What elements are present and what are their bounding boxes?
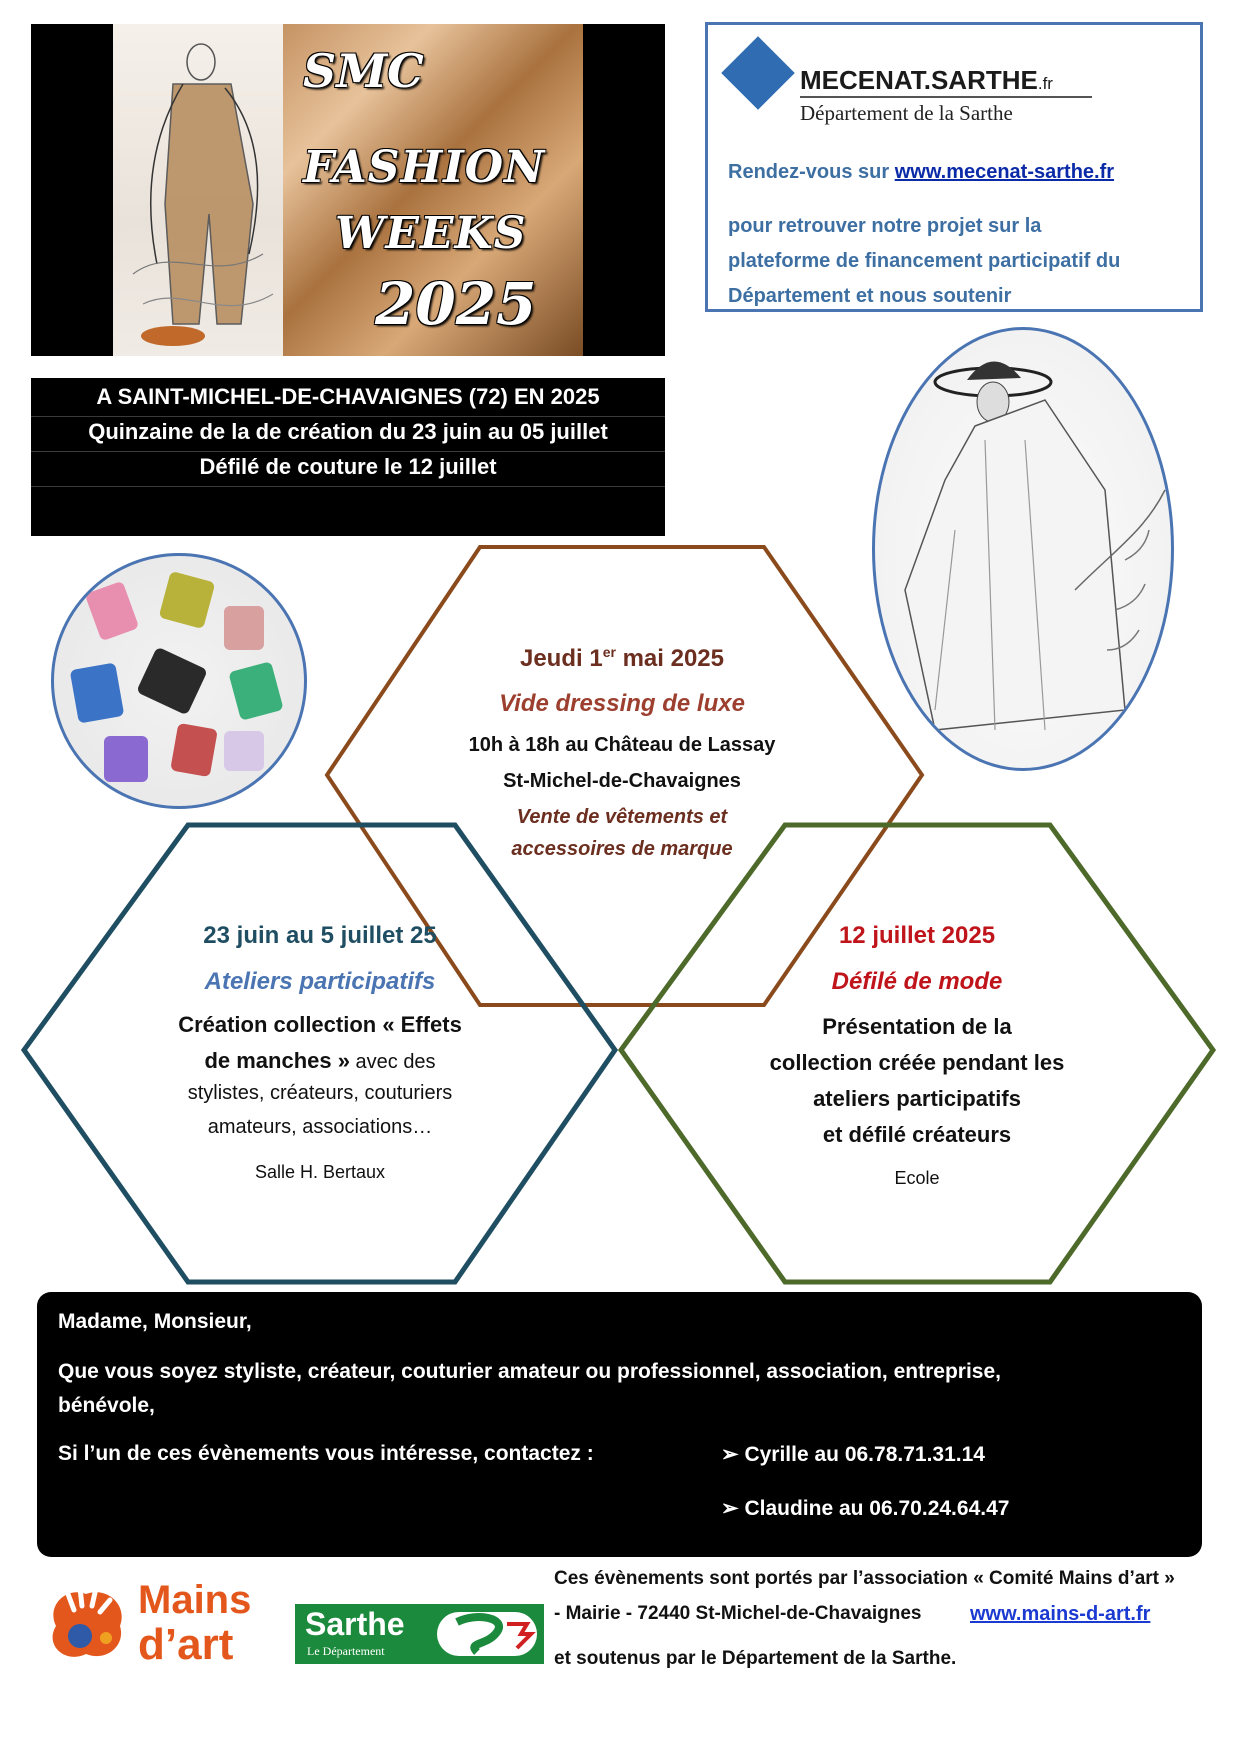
message-line-1: Que vous soyez styliste, créateur, couturier amateur ou professionnel, association, entreprise, xyxy=(58,1360,1001,1383)
message-line-2: bénévole, xyxy=(58,1394,155,1417)
hex-left-date: 23 juin au 5 juillet 25 xyxy=(203,922,437,949)
mecenat-line-2: pour retrouver notre projet sur la xyxy=(728,215,1042,237)
hex-left-line-4: amateurs, associations… xyxy=(207,1116,433,1138)
mecenat-line-4: Département et nous soutenir xyxy=(728,285,1012,307)
mecenat-department: Département de la Sarthe xyxy=(800,101,1013,125)
hex-left-place: Salle H. Bertaux xyxy=(254,1162,386,1182)
footer-text-1: Ces évènements sont portés par l’association « Comité Mains d’art » xyxy=(554,1568,1175,1589)
hex-left-line-2: de manches » avec des xyxy=(204,1048,436,1073)
footer-link[interactable]: www.mains-d-art.fr xyxy=(970,1603,1151,1625)
footer-text-2: - Mairie - 72440 St-Michel-de-Chavaignes xyxy=(554,1603,922,1624)
sarthe-name: Sarthe xyxy=(305,1606,405,1642)
hex-right-line-2: collection créée pendant les xyxy=(769,1050,1065,1075)
banner-title-smc: SMC xyxy=(303,44,424,98)
mecenat-line-1: Rendez-vous sur www.mecenat-sarthe.fr xyxy=(728,161,1115,183)
mecenat-link[interactable]: www.mecenat-sarthe.fr xyxy=(894,161,1115,183)
hex-right-line-4: et défilé créateurs xyxy=(822,1122,1012,1147)
hex-top-subtitle: Vide dressing de luxe xyxy=(499,690,745,717)
arrow-bullet-icon: ➢ xyxy=(721,1443,739,1466)
hex-left-line-3: stylistes, créateurs, couturiers xyxy=(187,1082,453,1104)
hex-right-subtitle: Défilé de mode xyxy=(831,968,1003,995)
info-location: A SAINT-MICHEL-DE-CHAVAIGNES (72) EN 2025 xyxy=(96,384,600,409)
hex-right-place: Ecole xyxy=(894,1168,940,1188)
banner-title-year: 2025 xyxy=(375,270,537,338)
message-greeting: Madame, Monsieur, xyxy=(58,1310,252,1333)
hex-left-subtitle: Ateliers participatifs xyxy=(204,968,436,995)
mains-dart-logo-icon xyxy=(36,1576,136,1666)
sarthe-subtitle: Le Département xyxy=(307,1644,385,1658)
mains-dart-name-2: d’art xyxy=(138,1620,234,1669)
hex-right-line-3: ateliers participatifs xyxy=(813,1086,1021,1111)
sarthe-department-logo xyxy=(295,1604,544,1664)
arrow-bullet-icon: ➢ xyxy=(721,1497,739,1520)
message-line-3: Si l’un de ces évènements vous intéresse, contactez : xyxy=(58,1442,594,1465)
hex-top-date: Jeudi 1er mai 2025 xyxy=(519,644,725,672)
contact-claudine[interactable]: ➢ Claudine au 06.70.24.64.47 xyxy=(721,1497,1010,1520)
hex-right-date: 12 juillet 2025 xyxy=(838,922,996,949)
banner-title-weeks: WEEKS xyxy=(335,208,527,259)
hex-top-italic-2: accessoires de marque xyxy=(511,838,733,860)
contact-message-box xyxy=(37,1292,1202,1557)
mains-dart-name-1: Mains xyxy=(138,1578,252,1622)
sarthe-emblem-icon xyxy=(437,1612,537,1656)
hex-top-italic-1: Vente de vêtements et xyxy=(516,806,728,828)
hex-top-line-1: 10h à 18h au Château de Lassay xyxy=(468,734,776,756)
footer-text-3: et soutenus par le Département de la Sarthe. xyxy=(554,1648,957,1669)
info-fortnight: Quinzaine de la de création du 23 juin au 05 juillet xyxy=(88,419,608,444)
info-show: Défilé de couture le 12 juillet xyxy=(199,454,497,479)
banner-title-fashion: FASHION xyxy=(303,142,546,193)
hex-top-line-2: St-Michel-de-Chavaignes xyxy=(503,770,741,792)
hex-right-line-1: Présentation de la xyxy=(822,1014,1012,1039)
mecenat-line-3: plateforme de financement participatif du xyxy=(728,250,1121,272)
contact-cyrille[interactable]: ➢ Cyrille au 06.78.71.31.14 xyxy=(721,1443,985,1466)
hex-left-line-1: Création collection « Effets xyxy=(178,1012,462,1037)
mecenat-brand: MECENAT.SARTHE.fr xyxy=(800,65,1053,95)
